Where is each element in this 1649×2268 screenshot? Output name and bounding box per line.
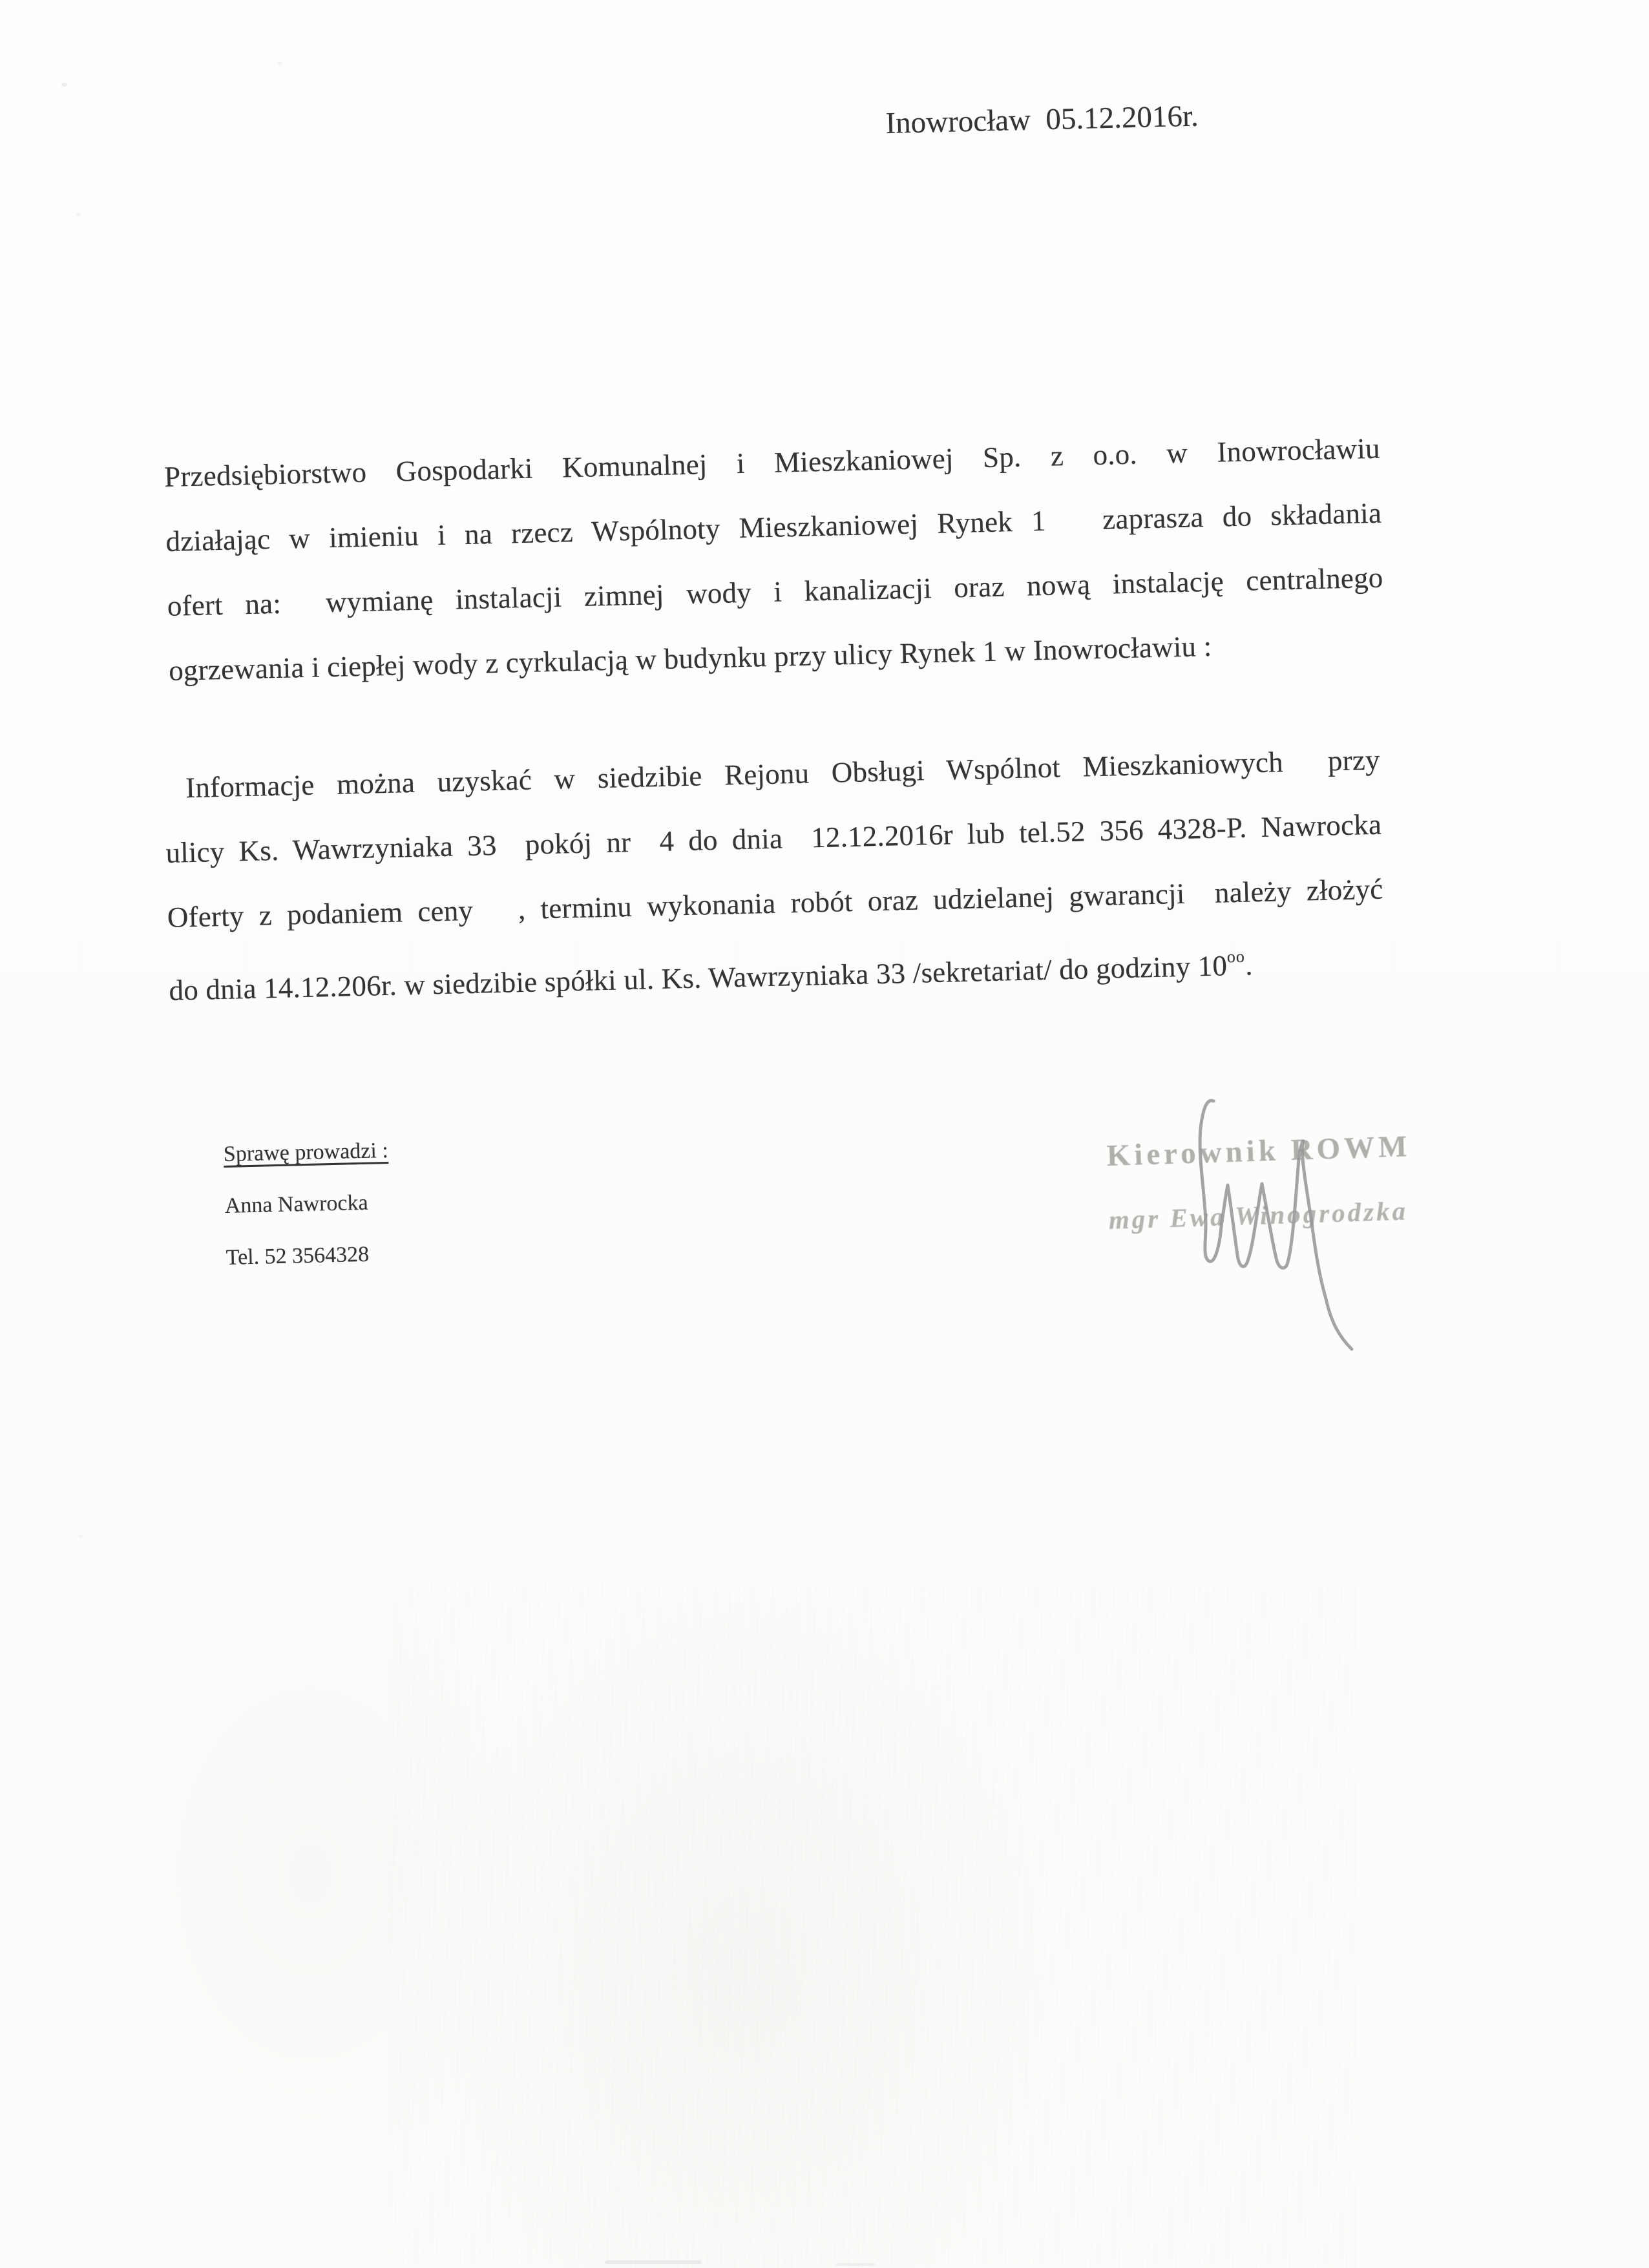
paragraph-invitation	[163, 416, 1385, 703]
deadline-period: .	[1245, 949, 1254, 982]
hour-superscript: oo	[1226, 947, 1246, 967]
deadline-text: do dnia 14.12.206r. w siedzibie spółki ul. Ks. Wawrzyniaka 33 /sekretariat/ do godziny 10	[168, 949, 1228, 1007]
stamp-title: Kierownik ROWM	[1106, 1129, 1412, 1173]
paragraph-line: Przedsiębiorstwo Gospodarki Komunalnej i Mieszkaniowej Sp. z o.o. w Inowrocławiu	[163, 432, 1381, 493]
scan-speck	[78, 1535, 83, 1538]
contact-phone: Tel. 52 3564328	[226, 1242, 370, 1270]
scan-edge-smudge	[605, 2260, 702, 2264]
paragraph-line: ulicy Ks. Wawrzyniaka 33 pokój nr 4 do dnia 12.12.2016r lub tel.52 356 4328-P. Nawrocka	[165, 808, 1382, 869]
scan-speck	[61, 83, 67, 87]
contact-heading: Sprawę prowadzi :	[223, 1138, 389, 1166]
contact-name: Anna Nawrocka	[224, 1190, 369, 1218]
paragraph-information	[163, 728, 1385, 1023]
date-line: Inowrocław 05.12.2016r.	[885, 99, 1199, 140]
scan-speck	[278, 62, 282, 65]
scan-edge-smudge	[836, 2263, 875, 2266]
paragraph-line: Informacje można uzyskać w siedzibie Rejonu Obsługi Wspólnot Mieszkaniowych przy	[185, 743, 1381, 804]
paragraph-line: Oferty z podaniem ceny , terminu wykonania robót oraz udzielanej gwarancji należy złożyć	[167, 872, 1383, 934]
scan-speck	[76, 213, 81, 216]
contact-block	[223, 1125, 392, 1284]
paper-texture	[388, 1583, 1357, 2268]
paragraph-line: działając w imieniu i na rzecz Wspólnoty Mieszkaniowej Rynek 1 zaprasza do składania	[165, 496, 1382, 558]
handwritten-signature-icon	[1175, 1097, 1369, 1356]
paragraph-line: ogrzewania i ciepłej wody z cyrkulacją w budynku przy ulicy Rynek 1 w Inowrocławiu :	[168, 629, 1212, 687]
stamp-name: mgr Ewa Winogrodzka	[1108, 1195, 1409, 1235]
paragraph-line: ofert na: wymianę instalacji zimnej wody i kanalizacji oraz nową instalację centralnego	[167, 561, 1383, 622]
